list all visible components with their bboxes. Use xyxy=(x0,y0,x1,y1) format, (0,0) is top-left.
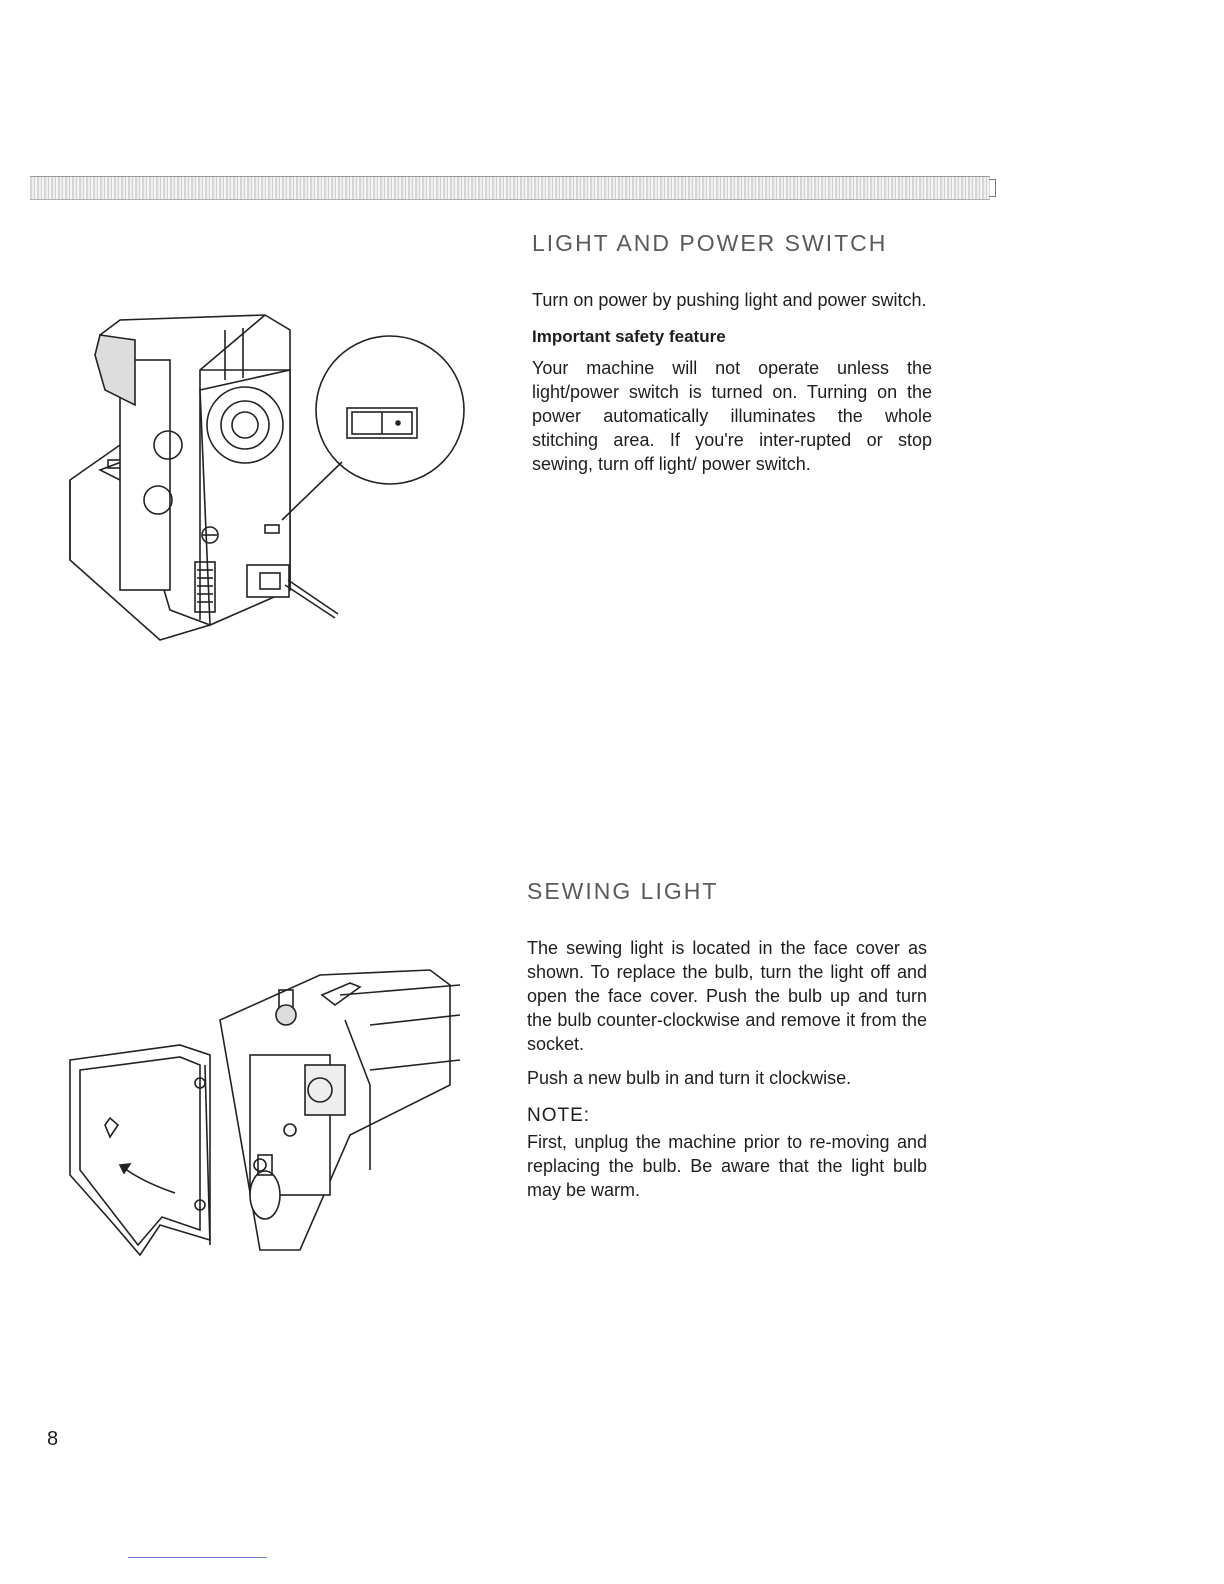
page-number: 8 xyxy=(47,1428,59,1450)
sewing-light-illustration xyxy=(50,875,480,1325)
section-heading: LIGHT AND POWER SWITCH xyxy=(532,230,888,256)
footer-rule xyxy=(128,1557,267,1558)
header-rule xyxy=(30,176,990,200)
light-power-section xyxy=(532,228,932,486)
note-label: NOTE: xyxy=(527,1105,591,1126)
power-switch-illustration xyxy=(60,230,480,670)
safety-paragraph: Your machine will not operate unless the light/power switch is turned on. Turning on the power automatically illuminates the whole stitching area. If you're inter-rupted or stop sewing, turn off light/ power switch. xyxy=(532,358,932,474)
note-paragraph: First, unplug the machine prior to re-moving and replacing the bulb. Be aware that the light bulb may be warm. xyxy=(527,1132,927,1200)
new-bulb-paragraph: Push a new bulb in and turn it clockwise. xyxy=(527,1068,852,1088)
sewing-light-section xyxy=(527,876,927,1212)
section-heading: SEWING LIGHT xyxy=(527,878,719,904)
safety-subheading: Important safety feature xyxy=(532,327,726,346)
replace-bulb-paragraph: The sewing light is located in the face cover as shown. To replace the bulb, turn the light off and open the face cover. Push the bulb up and turn the bulb counter-clockwise and remove it from the socket. xyxy=(527,938,927,1054)
intro-paragraph: Turn on power by pushing light and power switch. xyxy=(532,290,927,310)
